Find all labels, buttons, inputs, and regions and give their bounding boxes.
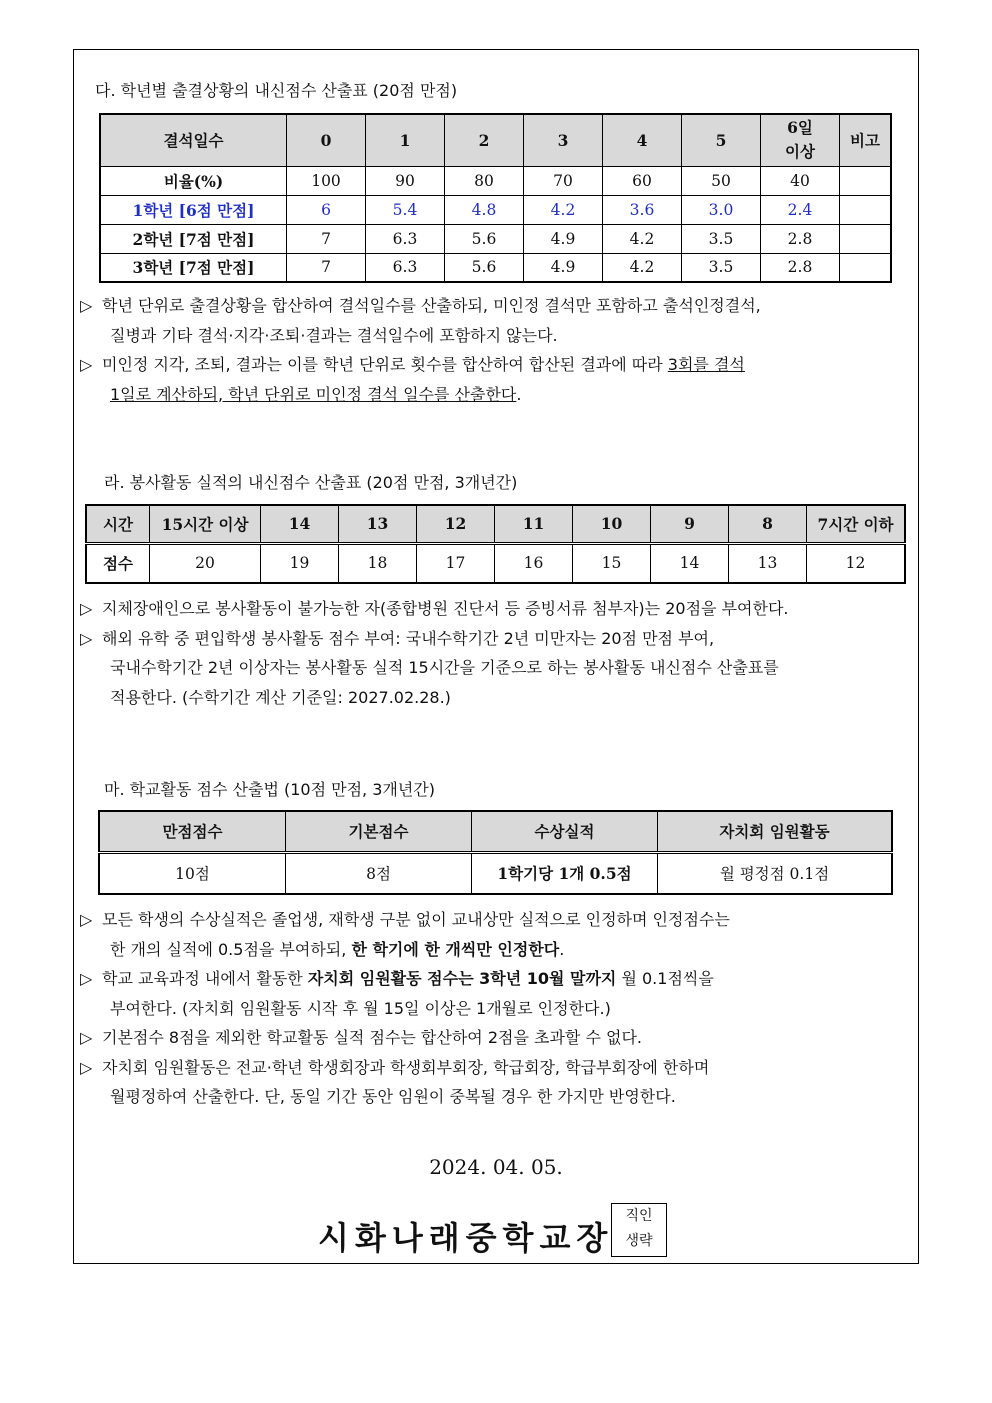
header-cell: 2 — [445, 114, 524, 166]
bullet-icon: ▷ — [80, 355, 93, 374]
header-cell: 결석일수 — [100, 114, 287, 166]
header-cell: 7시간 이하 — [807, 505, 906, 543]
cell: 70 — [524, 166, 603, 195]
cell: 20 — [150, 543, 261, 583]
note-text: 해외 유학 중 편입학생 봉사활동 점수 부여: 국내수학기간 2년 미만자는 20점 만점 부여, — [102, 628, 715, 648]
cell: 17 — [417, 543, 495, 583]
section-m-title: 마. 학교활동 점수 산출법 (10점 만점, 3개년간) — [104, 780, 436, 799]
note-underlined-text: 1일로 계산하되, 학년 단위로 미인정 결석 일수를 산출한다 — [110, 384, 517, 404]
cell: 40 — [761, 166, 840, 195]
note-text: 질병과 기타 결석·지각·조퇴·결과는 결석일수에 포함하지 않는다. — [110, 325, 558, 345]
cell: 90 — [366, 166, 445, 195]
note-bold-text: 한 학기에 한 개씩만 인정한다 — [351, 939, 560, 959]
table-header-row — [86, 505, 905, 543]
header-cell-6plus — [761, 114, 840, 166]
header-cell: 13 — [339, 505, 417, 543]
note-line — [80, 380, 761, 410]
note-item — [80, 291, 761, 321]
note-text: 월평정하여 산출한다. 단, 동일 기간 동안 임원이 중복될 경우 한 가지만 반영한다. — [110, 1087, 676, 1106]
cell: 2.8 — [761, 224, 840, 253]
cell: 4.8 — [445, 195, 524, 224]
header-6plus-line2: 이상 — [785, 142, 815, 162]
header-cell: 14 — [261, 505, 339, 543]
cell: 5.4 — [366, 195, 445, 224]
cell: 5.6 — [445, 253, 524, 282]
section-r-title: 라. 봉사활동 실적의 내신점수 산출표 (20점 만점, 3개년간) — [104, 473, 518, 492]
bullet-icon: ▷ — [80, 910, 93, 929]
cell: 4.9 — [524, 253, 603, 282]
cell: 2.4 — [761, 195, 840, 224]
cell: 3.5 — [682, 253, 761, 282]
bullet-icon: ▷ — [80, 1057, 93, 1077]
bullet-icon: ▷ — [80, 296, 93, 315]
cell: 3.5 — [682, 224, 761, 253]
cell: 7 — [287, 224, 366, 253]
table-header-row — [99, 811, 892, 852]
cell: 월 평정점 0.1점 — [658, 852, 893, 894]
row-label: 2학년 [7점 만점] — [100, 224, 287, 253]
stamp-line2: 생략 — [625, 1233, 653, 1249]
note-text: . — [516, 384, 522, 404]
note-item — [80, 905, 730, 935]
note-item — [80, 964, 730, 994]
cell: 4.2 — [524, 195, 603, 224]
table-row — [100, 166, 891, 195]
cell: 8점 — [286, 852, 472, 894]
row-label: 1학년 [6점 만점] — [100, 195, 287, 224]
note-text: 한 개의 실적에 0.5점을 부여하되, — [110, 939, 352, 959]
cell: 50 — [682, 166, 761, 195]
cell: 6 — [287, 195, 366, 224]
note-text: 월 0.1점씩을 — [616, 969, 714, 988]
bullet-icon: ▷ — [80, 599, 93, 618]
table-row — [100, 253, 891, 282]
cell: 5.6 — [445, 224, 524, 253]
cell — [840, 166, 892, 195]
note-text: . — [559, 939, 565, 959]
section-d-title: 다. 학년별 출결상황의 내신점수 산출표 (20점 만점) — [95, 81, 458, 100]
table-row — [100, 195, 891, 224]
cell: 80 — [445, 166, 524, 195]
header-cell: 8 — [729, 505, 807, 543]
bullet-icon: ▷ — [80, 1028, 93, 1047]
bullet-icon: ▷ — [80, 628, 93, 648]
cell: 60 — [603, 166, 682, 195]
header-cell: 11 — [495, 505, 573, 543]
note-item — [80, 624, 789, 654]
cell: 18 — [339, 543, 417, 583]
header-cell: 만점점수 — [99, 811, 286, 852]
header-cell: 9 — [651, 505, 729, 543]
cell: 6.3 — [366, 253, 445, 282]
cell: 19 — [261, 543, 339, 583]
note-text: 자치회 임원활동은 전교·학년 학생회장과 학생회부회장, 학급회장, 학급부회장에 한하며 — [102, 1057, 710, 1077]
note-text: 학교 교육과정 내에서 활동한 — [102, 969, 308, 988]
note-text: 모든 학생의 수상실적은 졸업생, 재학생 구분 없이 교내상만 실적으로 인정하며 인정점수는 — [102, 910, 730, 929]
section-d-notes — [80, 291, 761, 409]
header-cell: 시간 — [86, 505, 150, 543]
note-text: 학년 단위로 출결상황을 합산하여 결석일수를 산출하되, 미인정 결석만 포함하고 출석인정결석, — [102, 296, 761, 315]
table-row — [100, 224, 891, 253]
note-text: 기본점수 8점을 제외한 학교활동 실적 점수는 합산하여 2점을 초과할 수 없다. — [102, 1028, 642, 1047]
header-cell: 4 — [603, 114, 682, 166]
note-text: 적용한다. (수학기간 계산 기준일: 2027.02.28.) — [110, 687, 451, 707]
cell: 10점 — [99, 852, 286, 894]
cell: 4.9 — [524, 224, 603, 253]
table-header-row — [100, 114, 891, 166]
seal-omitted-box — [611, 1203, 667, 1257]
cell: 4.2 — [603, 224, 682, 253]
note-item — [80, 350, 761, 380]
header-cell: 5 — [682, 114, 761, 166]
cell: 15 — [573, 543, 651, 583]
note-item — [80, 1023, 730, 1053]
note-text: 지체장애인으로 봉사활동이 불가능한 자(종합병원 진단서 등 증빙서류 첨부자)는 20점을 부여한다. — [102, 599, 789, 618]
header-cell: 기본점수 — [286, 811, 472, 852]
cell: 1학기당 1개 0.5점 — [472, 852, 658, 894]
stamp-line1: 직인 — [625, 1208, 653, 1224]
row-label: 3학년 [7점 만점] — [100, 253, 287, 282]
attendance-score-table — [99, 113, 892, 283]
row-label: 비율(%) — [100, 166, 287, 195]
cell: 3.0 — [682, 195, 761, 224]
note-bold-text: 자치회 임원활동 점수는 3학년 10월 말까지 — [307, 969, 617, 988]
table-row — [86, 543, 905, 583]
header-cell: 12 — [417, 505, 495, 543]
cell — [840, 224, 892, 253]
document-date: 2024. 04. 05. — [429, 1155, 563, 1179]
header-cell: 1 — [366, 114, 445, 166]
cell — [840, 195, 892, 224]
section-m-notes — [80, 905, 730, 1112]
cell: 16 — [495, 543, 573, 583]
cell: 4.2 — [603, 253, 682, 282]
cell: 7 — [287, 253, 366, 282]
table-row — [99, 852, 892, 894]
cell: 12 — [807, 543, 906, 583]
header-cell: 10 — [573, 505, 651, 543]
signer-name: 시화나래중학교장 — [318, 1219, 614, 1257]
header-cell: 0 — [287, 114, 366, 166]
cell: 13 — [729, 543, 807, 583]
note-item — [80, 1053, 730, 1083]
note-text: 미인정 지각, 조퇴, 결과는 이를 학년 단위로 횟수를 합산하여 합산된 결과에 따라 — [102, 355, 668, 374]
school-activity-score-table — [98, 810, 893, 895]
header-6plus-line1: 6일 — [787, 118, 813, 138]
note-line — [80, 935, 730, 965]
note-text: 부여한다. (자치회 임원활동 시작 후 월 15일 이상은 1개월로 인정한다.) — [110, 998, 611, 1018]
header-cell: 자치회 임원활동 — [658, 811, 893, 852]
cell — [840, 253, 892, 282]
cell: 2.8 — [761, 253, 840, 282]
note-underlined-text: 3회를 결석 — [667, 355, 745, 374]
cell: 3.6 — [603, 195, 682, 224]
header-cell: 수상실적 — [472, 811, 658, 852]
volunteer-score-table — [85, 504, 906, 584]
cell: 100 — [287, 166, 366, 195]
bullet-icon: ▷ — [80, 969, 93, 988]
note-item — [80, 594, 789, 624]
note-text: 국내수학기간 2년 이상자는 봉사활동 실적 15시간을 기준으로 하는 봉사활동 내신점수 산출표를 — [110, 658, 779, 677]
header-cell: 3 — [524, 114, 603, 166]
section-r-notes — [80, 594, 789, 712]
cell: 14 — [651, 543, 729, 583]
row-label: 점수 — [86, 543, 150, 583]
cell: 6.3 — [366, 224, 445, 253]
header-cell: 비고 — [840, 114, 892, 166]
header-cell: 15시간 이상 — [150, 505, 261, 543]
